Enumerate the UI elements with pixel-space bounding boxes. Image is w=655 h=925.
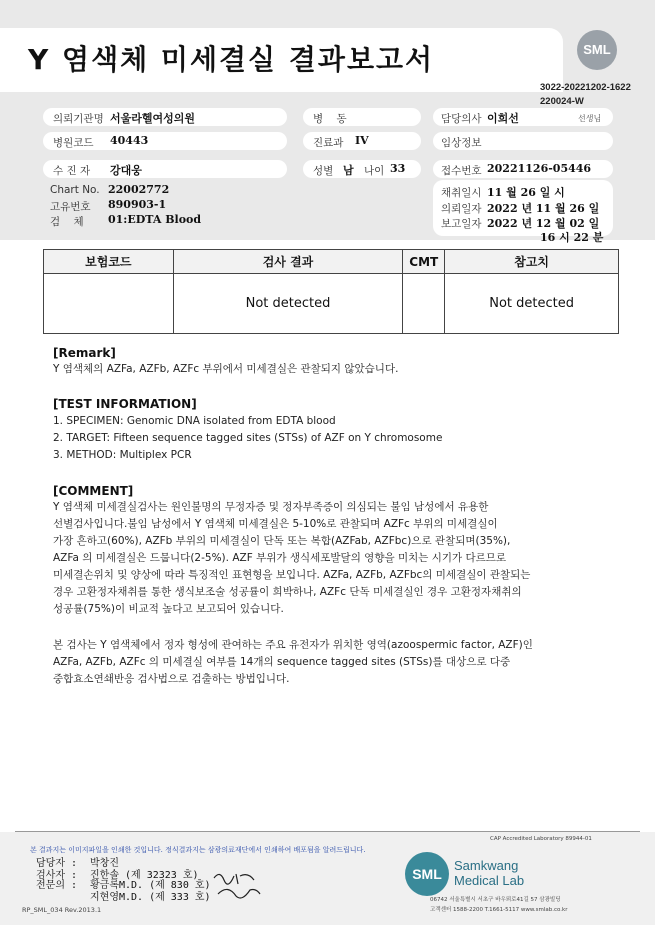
institution-label: 의뢰기관명 [53, 113, 104, 125]
receipt-label: 접수번호 [441, 165, 482, 177]
comment-line: 성공률(75%)이 비교적 높다고 보고되어 있습니다. [53, 603, 284, 615]
sml-logo: SML [577, 30, 617, 70]
comment-line: 선별검사입니다.불임 남성에서 Y 염색체 미세결실은 5-10%로 관찰되며 AZFc 부위의 미세결실이 [53, 518, 498, 530]
comment-line: 가장 흔하고(60%), AZFb 부위의 미세결실이 단독 또는 복합(AZFab, AZFbc)으로 관찰되며(35%), [53, 535, 511, 547]
cell-reference: Not detected [445, 274, 619, 334]
specimen-value: 01:EDTA Blood [108, 213, 202, 226]
chart-no-value: 22002772 [108, 183, 170, 196]
column-header-cmt: CMT [403, 250, 445, 274]
doctor-suffix: 선생님 [578, 114, 602, 123]
staff-name: 지현영M.D. (제 333 호) [90, 892, 211, 903]
staff-role: 담당자 : [36, 858, 78, 869]
test-info-line: 2. TARGET: Fifteen sequence tagged sites (STSs) of AZF on Y chromosome [53, 432, 443, 444]
comment-line: AZFa, AZFb, AZFc 의 미세결실 여부를 14개의 sequence tagged sites (STSs)를 대상으로 다중 [53, 656, 511, 668]
unique-no-value: 890903-1 [108, 198, 167, 211]
hospital-code-label: 병원코드 [53, 137, 94, 149]
results-table [43, 249, 619, 334]
column-header-reference: 참고치 [445, 250, 619, 274]
collect-value: 11 월 26 일 시 [487, 186, 565, 199]
request-label: 의뢰일자 [441, 203, 482, 215]
column-header-result: 검사 결과 [173, 250, 403, 274]
sex-value: 남 [343, 164, 354, 177]
comment-line: 본 검사는 Y 염색체에서 정자 형성에 관여하는 주요 유전자가 위치한 영역(azoospermic factor, AZF)인 [53, 639, 533, 651]
comment-line: Y 염색체 미세결실검사는 원인불명의 무정자증 및 정자부족증이 의심되는 불임 남성에서 유용한 [53, 501, 489, 513]
staff-role: 전문의 : [36, 880, 78, 891]
report-time-value: 16 시 22 분 [540, 231, 604, 244]
collect-label: 채취일시 [441, 187, 482, 199]
patient-name-value: 강대웅 [110, 164, 142, 177]
cell-code [44, 274, 174, 334]
comment-line: 중합효소연쇄반응 검사법으로 검출하는 방법입니다. [53, 673, 290, 685]
unique-no-label: 고유번호 [50, 201, 91, 213]
comment-heading: [COMMENT] [53, 484, 134, 498]
age-label: 나이 [364, 165, 385, 177]
cell-result: Not detected [173, 274, 403, 334]
sex-label: 성별 [313, 165, 334, 177]
brand-line2: Medical Lab [454, 873, 525, 888]
cell-cmt [403, 274, 445, 334]
column-header-code: 보험코드 [44, 250, 174, 274]
hospital-code-value: 40443 [110, 134, 149, 147]
staff-name: 박창진 [90, 858, 119, 869]
institution-value: 서울라헬여성의원 [110, 112, 196, 125]
fine-print: 본 결과지는 이미지파일을 인쇄한 것입니다. 정식결과지는 삼광의료재단에서 인쇄하여 배포됨을 알려드립니다. [30, 846, 366, 854]
contact-text: 고객센터 1588-2200 T.1661-5117 www.smlab.co.kr [430, 907, 568, 913]
dept-value: IV [355, 134, 369, 147]
report-title: Y 염색체 미세결실 결과보고서 [28, 43, 435, 76]
table-header-row [44, 250, 619, 274]
signature-image [210, 866, 266, 904]
remark-text: Y 염색체의 AZFa, AZFb, AZFc 부위에서 미세결실은 관찰되지 않았습니다. [53, 363, 399, 375]
staff-role: 검사자 : [36, 870, 78, 881]
sml-brand-logo: SML [405, 852, 449, 896]
staff-name: 진한솔 (제 32323 호) [90, 870, 199, 881]
comment-line: AZFa 의 미세결실은 드뭅니다(2-5%). AZF 부위가 생식세포발달의 영향을 미치는 시기가 다르므로 [53, 552, 507, 564]
table-row [44, 274, 619, 334]
document-id: 3022-20221202-1622 [540, 82, 631, 93]
receipt-value: 20221126-05446 [487, 162, 592, 175]
age-value: 33 [390, 162, 406, 175]
brand-line1: Samkwang [454, 858, 519, 873]
test-info-line: 1. SPECIMEN: Genomic DNA isolated from EDTA blood [53, 415, 336, 427]
form-code: RP_SML_034 Rev.2013.1 [22, 906, 102, 914]
remark-heading: [Remark] [53, 346, 116, 360]
request-value: 2022 년 11 월 26 일 [487, 202, 600, 215]
test-info-heading: [TEST INFORMATION] [53, 397, 197, 411]
doctor-label: 담당의사 [441, 113, 482, 125]
test-info-line: 3. METHOD: Multiplex PCR [53, 449, 192, 461]
document-id-suffix: 220024-W [540, 96, 584, 107]
patient-name-label: 수 진 자 [53, 165, 91, 177]
comment-line: 경우 고환정자채취를 통한 생식보조술 성공률이 희박하나, AZFc 단독 미세결실인 경우 고환정자채취의 [53, 586, 522, 598]
chart-no-label: Chart No. [50, 184, 100, 196]
specimen-label: 검 체 [50, 216, 84, 228]
clinical-label: 임상정보 [441, 137, 482, 149]
dept-label: 진료과 [313, 137, 344, 149]
accreditation-text: CAP Accredited Laboratory 89944-01 [490, 836, 592, 842]
address-text: 06742 서울특별시 서초구 바우뫼로41길 57 삼광빌딩 [430, 897, 561, 903]
comment-line: 미세결손위치 및 양상에 따라 특징적인 표현형을 보입니다. AZFa, AZFb, AZFbc의 미세결실이 관찰되는 [53, 569, 531, 581]
staff-name: 황금록M.D. (제 830 호) [90, 880, 211, 891]
ward-label: 병 동 [313, 113, 347, 125]
report-date-value: 2022 년 12 월 02 일 [487, 217, 600, 230]
doctor-value: 이희선 [487, 112, 519, 125]
report-date-label: 보고일자 [441, 218, 482, 230]
